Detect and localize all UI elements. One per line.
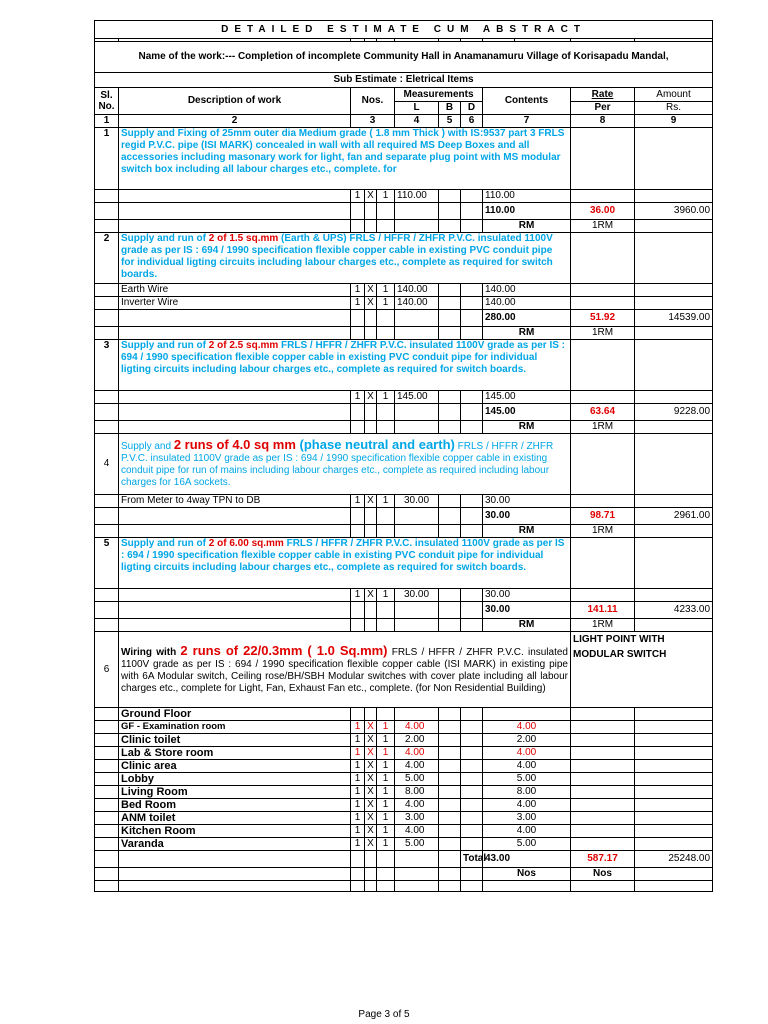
estimate-sheet (94, 20, 712, 892)
table-row: Kitchen Room 1 X 1 4.00 4.00 (95, 825, 713, 838)
table-row: Varanda 1 X 1 5.00 5.00 (95, 838, 713, 851)
table-row: Lobby 1 X 1 5.00 5.00 (95, 773, 713, 786)
rate: 587.17 (571, 851, 635, 868)
room-name: ANM toilet (119, 812, 351, 825)
room-contents: 3.00 (483, 812, 571, 825)
table-row: Living Room 1 X 1 8.00 8.00 (95, 786, 713, 799)
sub-estimate: Sub Estimate : Eletrical Items (95, 73, 713, 88)
item-5-desc-row (95, 538, 713, 589)
room-name: GF - Examination room (119, 721, 351, 734)
header-l: L (395, 102, 439, 115)
room-contents: 4.00 (483, 825, 571, 838)
room-name: Lobby (119, 773, 351, 786)
contents: 110.00 (483, 190, 571, 203)
rate: 141.11 (571, 602, 635, 619)
room-length: 4.00 (395, 747, 439, 760)
room-length: 8.00 (395, 786, 439, 799)
header-nos: Nos. (351, 88, 395, 115)
header-desc: Description of work (119, 88, 351, 115)
item-number: 5 (95, 538, 119, 589)
col-num: 3 (351, 115, 395, 128)
item-description: Supply and run of 2 of 1.5 sq.mm (Earth & UPS) FRLS / HFFR / ZHFR P.V.C. insulated 1100V grade as per IS : 694 / 1990 specification flexible copper cable in existing PVC conduit pipe for individual ligting circuits including labour charges etc., complete as required for switch boards. (119, 233, 571, 284)
table-row: Clinic toilet 1 X 1 2.00 2.00 (95, 734, 713, 747)
room-contents: 5.00 (483, 838, 571, 851)
header-d: D (461, 102, 483, 115)
total-label: Total (461, 851, 483, 868)
total-contents: 43.00 (483, 851, 571, 868)
length: 110.00 (395, 190, 439, 203)
table-row: GF - Examination room 1 X 1 4.00 4.00 (95, 721, 713, 734)
total-contents: 145.00 (483, 404, 571, 421)
total-contents: 110.00 (483, 203, 571, 220)
room-contents: 5.00 (483, 773, 571, 786)
room-contents: 4.00 (483, 799, 571, 812)
item-4-desc-row (95, 434, 713, 495)
item-6-desc-row (95, 632, 713, 708)
light-point-note: LIGHT POINT WITH MODULAR SWITCH (571, 632, 713, 708)
item-3-desc-row (95, 340, 713, 391)
table-row: Bed Room 1 X 1 4.00 4.00 (95, 799, 713, 812)
col-num: 1 (95, 115, 119, 128)
room-name: Bed Room (119, 799, 351, 812)
room-length: 2.00 (395, 734, 439, 747)
room-length: 5.00 (395, 838, 439, 851)
room-name: Clinic toilet (119, 734, 351, 747)
room-contents: 4.00 (483, 760, 571, 773)
header-sl: Sl. No. (95, 88, 119, 115)
table-row: Clinic area 1 X 1 4.00 4.00 (95, 760, 713, 773)
table-row: ANM toilet 1 X 1 3.00 3.00 (95, 812, 713, 825)
total-contents: 280.00 (483, 310, 571, 327)
room-contents: 4.00 (483, 721, 571, 734)
item-1-total-row (95, 203, 713, 220)
total-contents: 30.00 (483, 508, 571, 525)
rate: 98.71 (571, 508, 635, 525)
sub-item-label: From Meter to 4way TPN to DB (119, 495, 351, 508)
item-description: Supply and 2 runs of 4.0 sq mm (phase neutral and earth) FRLS / HFFR / ZHFR P.V.C. insulated 1100V grade as per IS : 694 / 1990 specification flexible copper cable in existing conduit pipe for run of mains including labour charges etc., complete as required including labour charges for 16A sockets. (119, 434, 571, 495)
item-1-desc-row (95, 128, 713, 190)
header-contents: Contents (483, 88, 571, 115)
item-description: Supply and run of 2 of 2.5 sq.mm FRLS / HFFR / ZHFR P.V.C. insulated 1100V grade as per IS : 694 / 1990 specification flexible copper cable in existing PVC conduit pipe for individual ligting circuits including labour charges etc., complete as required for switch boards. (119, 340, 571, 391)
item-description: Supply and Fixing of 25mm outer dia Medium grade ( 1.8 mm Thick ) with IS:9537 part 3 FRLS regid P.V.C. pipe (ISI MARK) concealed in wall with all required MS Deep Boxes and all accessories including masonary work for light, fan and separate plug point with MS modular switch box including all labour charges etc., complete. for (119, 128, 571, 190)
room-length: 4.00 (395, 721, 439, 734)
unit: Nos (483, 868, 571, 881)
room-length: 4.00 (395, 825, 439, 838)
col-num: 9 (635, 115, 713, 128)
col-num: 7 (483, 115, 571, 128)
amount: 25248.00 (635, 851, 713, 868)
rate: 36.00 (571, 203, 635, 220)
sub-item-label: Inverter Wire (119, 297, 351, 310)
item-1-measure-row: 1 X 1 110.00 110.00 (95, 190, 713, 203)
room-name: Kitchen Room (119, 825, 351, 838)
name-of-work: Name of the work:--- Completion of incomplete Community Hall in Anamanamuru Village of Korisapadu Mandal, (95, 42, 713, 73)
room-length: 4.00 (395, 760, 439, 773)
item-number: 3 (95, 340, 119, 391)
item-number: 2 (95, 233, 119, 284)
item-description: Wiring with 2 runs of 22/0.3mm ( 1.0 Sq.mm) FRLS / HFFR / ZHFR P.V.C. insulated 1100V grade as per IS : 694 / 1990 specification flexible copper cable (ISI MARK) in existing pipe with 6A Modular switch, Ceiling rose/BH/SBH Modular switches with cover plate including all labour charges etc., complete for Light, Fan, Exhaust Fan etc., complete. (for Non Residential Building) (119, 632, 571, 708)
amount: 4233.00 (635, 602, 713, 619)
room-length: 5.00 (395, 773, 439, 786)
page-number: Page 3 of 5 (358, 1009, 410, 1020)
item-number: 6 (95, 632, 119, 708)
ground-floor-label: Ground Floor (119, 708, 351, 721)
room-contents: 2.00 (483, 734, 571, 747)
item-number: 4 (95, 434, 119, 495)
amount: 9228.00 (635, 404, 713, 421)
room-name: Clinic area (119, 760, 351, 773)
header-b: B (439, 102, 461, 115)
header-rs: Rs. (635, 102, 713, 115)
col-num: 4 (395, 115, 439, 128)
room-name: Lab & Store room (119, 747, 351, 760)
rate: 63.64 (571, 404, 635, 421)
estimate-table: DETAILED ESTIMATE CUM ABSTRACT Name of the work:--- Completion of incomplete Community Hall in Anamanamuru Village of Korisapadu Mandal, Sub Estimate : Eletrical Items Sl. No. Description of work Nos. Measurements Contents Rate Amount L B D Per Rs. 1 2 3 4 5 6 7 8 9 1 Supply and Fixing of 25mm outer dia Medium grade ( 1.8 mm Thick ) with IS:9537 part 3 FRLS regid P.V.C. pipe (ISI MARK) concealed in wall with all required MS Deep Boxes and all accessories including masonary work for light, fan and separate plug point with MS modular switch box including all labour charges etc., complete. for 1 X 1 110.00 110.00 110.00 36.00 3960.00 RM 1RM 2 Supply and run of 2 of 1.5 sq.mm (Earth & UPS) FRLS / HFFR / ZHFR P.V.C. insulated 1100V grade as per IS : 694 / 1990 specification flexible copper cable in existing PVC conduit pipe for individual ligting circuits including labour charges etc., complete as required for switch boards. Earth Wire 1 X 1 140.00 140.00 Inverter Wire 1 X 1 140.00 140.00 280.00 51.92 14539.00 RM 1RM 3 Supply and run of 2 of 2.5 sq.mm FRLS / HFFR / ZHFR P.V.C. insulated 1100V grade as per IS : 694 / 1990 specification flexible copper cable in existing PVC conduit pipe for individual ligting circuits including labour charges etc., complete as required for switch boards. 1 X 1 145.00 145.00 145.00 63.64 9228.00 RM 1RM 4 Supply and 2 runs of 4.0 sq mm (phase neutral and earth) FRLS / HFFR / ZHFR P.V.C. insulated 1100V grade as per IS : 694 / 1990 specification flexible copper cable in existing conduit pipe for run of mains including labour charges etc., complete as required including labour charges for 16A sockets. From Meter to 4way TPN to DB 1 X 1 30.00 30.00 30.00 98.71 2961.00 RM 1RM 5 Supply and run of 2 of 6.00 sq.mm FRLS / HFFR / ZHFR P.V.C. insulated 1100V grade as per IS : 694 / 1990 specification flexible copper cable in existing PVC conduit pipe for individual ligting circuits including labour charges etc., complete as required for switch boards. 1 X 1 30.00 30.00 30.00 141.11 4233.00 RM 1RM 6 Wiring with 2 runs of 22/0.3mm ( 1.0 Sq.mm) FRLS / HFFR / ZHFR P.V.C. insulated 1100V grade as per IS : 694 / 1990 specification flexible copper cable (ISI MARK) in existing pipe with 6A Modular switch, Ceiling rose/BH/SBH Modular switches with cover plate including all labour charges etc., complete for Light, Fan, Exhaust Fan etc., complete. (for Non Residential Building) LIGHT POINT WITH MODULAR SWITCH Ground Floor GF - Examination room 1 X 1 4.00 4.00 Clinic toilet 1 X 1 2.00 2.00 Lab & Store room 1 X 1 4.00 4.00 Clinic area 1 X 1 4.00 4.00 Lobby 1 X 1 5.00 5.00 Living Room 1 X 1 8.00 8.00 Bed Room 1 X 1 4.00 4.00 ANM toilet 1 X 1 3.00 3.00 Kitchen Room 1 X 1 4.00 4.00 Varanda 1 X 1 5.00 5.00 Total 43.00 587.17 25248.00 Nos Nos (94, 20, 713, 892)
rate: 51.92 (571, 310, 635, 327)
room-length: 3.00 (395, 812, 439, 825)
col-num: 8 (571, 115, 635, 128)
header-rate: Rate (571, 88, 635, 102)
col-num: 6 (461, 115, 483, 128)
total-contents: 30.00 (483, 602, 571, 619)
col-num: 5 (439, 115, 461, 128)
room-length: 4.00 (395, 799, 439, 812)
item-2-desc-row (95, 233, 713, 284)
amount: 2961.00 (635, 508, 713, 525)
room-contents: 8.00 (483, 786, 571, 799)
table-row: Lab & Store room 1 X 1 4.00 4.00 (95, 747, 713, 760)
item-description: Supply and run of 2 of 6.00 sq.mm FRLS / HFFR / ZHFR P.V.C. insulated 1100V grade as per IS : 694 / 1990 specification flexible copper cable in existing PVC conduit pipe for individual ligting circuits including labour charges etc., complete as required for switch boards. (119, 538, 571, 589)
header-per: Per (571, 102, 635, 115)
amount: 3960.00 (635, 203, 713, 220)
doc-title: DETAILED ESTIMATE CUM ABSTRACT (95, 21, 713, 39)
header-measurements: Measurements (395, 88, 483, 102)
room-list (95, 721, 713, 851)
item-number: 1 (95, 128, 119, 190)
unit: Nos (571, 868, 635, 881)
sub-item-label: Earth Wire (119, 284, 351, 297)
room-name: Varanda (119, 838, 351, 851)
amount: 14539.00 (635, 310, 713, 327)
col-num: 2 (119, 115, 351, 128)
room-contents: 4.00 (483, 747, 571, 760)
header-amount: Amount (635, 88, 713, 102)
room-name: Living Room (119, 786, 351, 799)
